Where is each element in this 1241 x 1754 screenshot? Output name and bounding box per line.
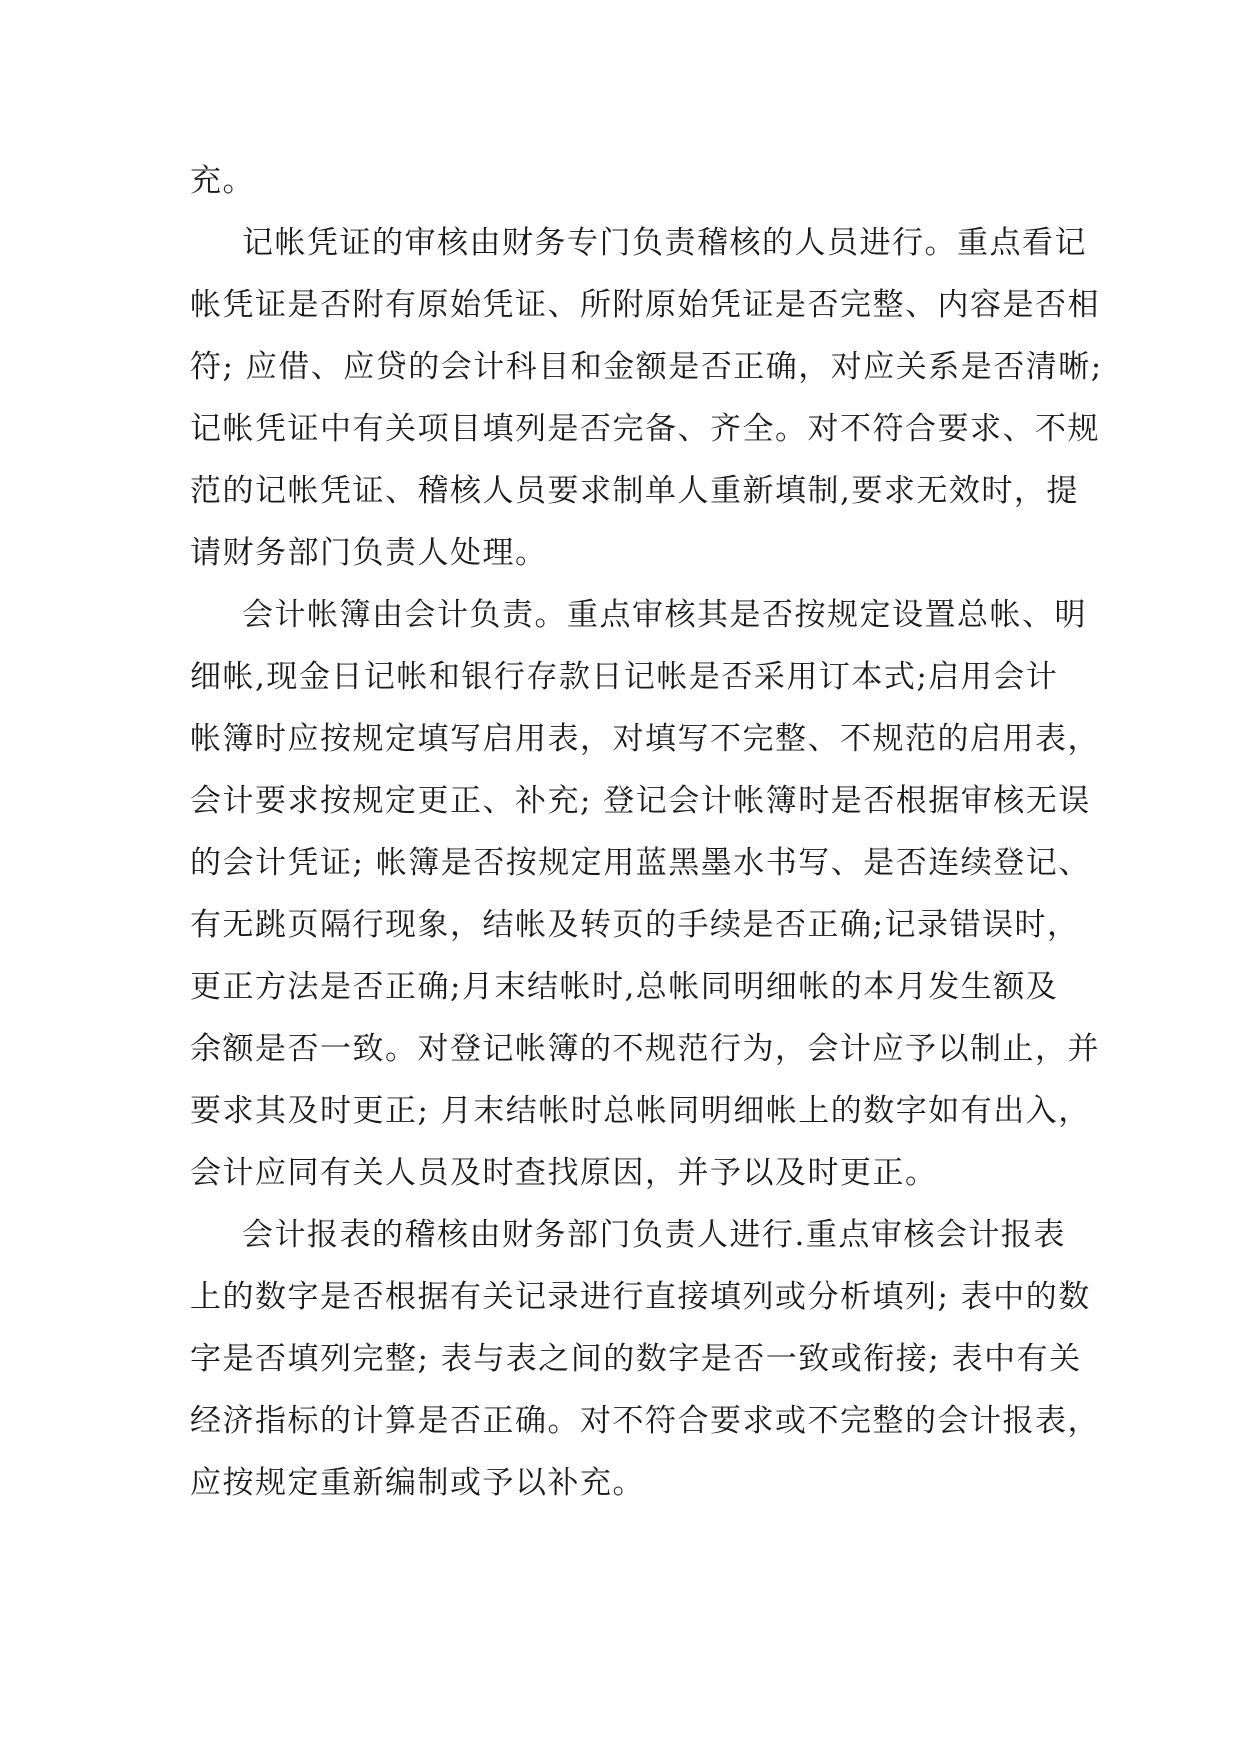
- text-line: 会计要求按规定更正、补充; 登记会计帐簿时是否根据审核无误: [190, 783, 1091, 819]
- paragraph-ledger-review: [190, 584, 1100, 1204]
- text-line: 记帐凭证中有关项目填列是否完备、齐全。对不符合要求、不规: [190, 411, 1100, 447]
- text-line: 余额是否一致。对登记帐簿的不规范行为，会计应予以制止，并: [190, 1031, 1100, 1067]
- text-line: 会计报表的稽核由财务部门负责人进行.重点审核会计报表: [242, 1217, 1066, 1253]
- paragraph-continuation: [190, 150, 1050, 212]
- text-line: 帐簿时应按规定填写启用表，对填写不完整、不规范的启用表，: [190, 721, 1100, 757]
- text-line: 符; 应借、应贷的会计科目和金额是否正确，对应关系是否清晰;: [190, 349, 1103, 385]
- text-line: 细帐,现金日记帐和银行存款日记帐是否采用订本式;启用会计: [190, 659, 1059, 695]
- text-line: 更正方法是否正确;月末结帐时,总帐同明细帐的本月发生额及: [190, 969, 1059, 1005]
- text-line: 应按规定重新编制或予以补充。: [190, 1465, 645, 1501]
- text-line: 请财务部门负责人处理。: [190, 535, 548, 571]
- text-line: 经济指标的计算是否正确。对不符合要求或不完整的会计报表，: [190, 1403, 1100, 1439]
- paragraph-report-review: [190, 1204, 1100, 1514]
- text-line: 要求其及时更正; 月末结帐时总帐同明细帐上的数字如有出入，: [190, 1093, 1091, 1129]
- text-line: 帐凭证是否附有原始凭证、所附原始凭证是否完整、内容是否相: [190, 287, 1100, 323]
- text-line: 字是否填列完整; 表与表之间的数字是否一致或衔接; 表中有关: [190, 1341, 1082, 1377]
- text-line: 记帐凭证的审核由财务专门负责稽核的人员进行。重点看记: [242, 225, 1087, 261]
- paragraph-voucher-review: [190, 212, 1103, 584]
- text-line: 会计帐簿由会计负责。重点审核其是否按规定设置总帐、明: [242, 597, 1087, 633]
- text-line: 的会计凭证; 帐簿是否按规定用蓝黑墨水书写、是否连续登记、: [190, 845, 1091, 881]
- text-line: 充。: [190, 163, 255, 199]
- text-line: 上的数字是否根据有关记录进行直接填列或分析填列; 表中的数: [190, 1279, 1091, 1315]
- document-body: [190, 150, 1103, 1514]
- text-line: 会计应同有关人员及时查找原因，并予以及时更正。: [190, 1155, 938, 1191]
- text-line: 有无跳页隔行现象，结帐及转页的手续是否正确;记录错误时，: [190, 907, 1080, 943]
- text-line: 范的记帐凭证、稽核人员要求制单人重新填制,要求无效时，提: [190, 473, 1079, 509]
